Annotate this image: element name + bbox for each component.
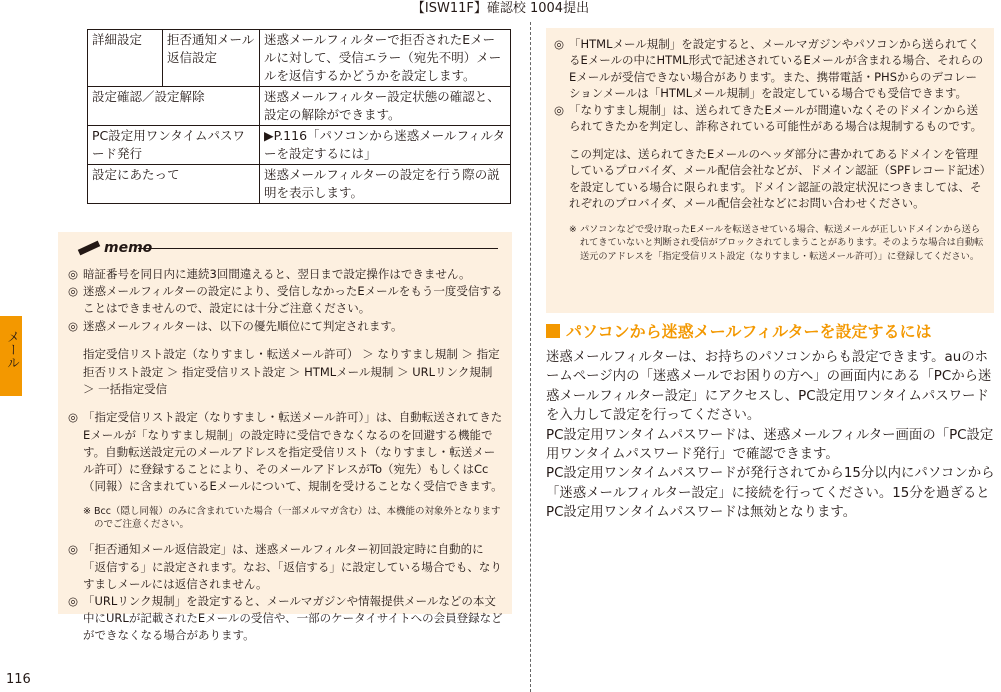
bullet-icon: ◎	[68, 284, 79, 299]
memo-subtext: この判定は、送られてきたEメールのヘッダ部分に書かれてあるドメインを管理しているプロバイダ、メール配信会社などが、ドメイン認証（SPFレコード記述）を設定している場合に限られます。ドメイン認証の設定状況につきましては、それぞれのプロバイダ、メール配信会社などにお問い合わせください。	[569, 146, 986, 211]
paragraph: 迷惑メールフィルターは、お持ちのパソコンからも設定できます。auのホームページ内の「迷惑メールでお困りの方へ」の画面内にある「PCから迷惑メールフィルター設定」にアクセスし、PC設定用ワンタイムパスワードを入力して設定を行ってください。	[546, 350, 992, 424]
table-cell: 迷惑メールフィルター設定状態の確認と、設定の解除ができます。	[260, 87, 511, 126]
page-number: 116	[6, 672, 31, 687]
list-item	[554, 102, 986, 135]
table-row	[88, 87, 511, 126]
list-item	[68, 409, 506, 495]
pencil-icon	[78, 241, 100, 256]
memo-item-text: 暗証番号を同日内に連続3回間違えると、翌日まで設定操作はできません。	[83, 267, 471, 281]
table-cell: 設定確認／設定解除	[88, 87, 260, 126]
memo-box	[58, 232, 512, 643]
memo-note-text: Bcc（隠し同報）のみに含まれていた場合（一部メルマガ含む）は、本機能の対象外となりますのでご注意ください。	[94, 505, 501, 531]
table-cell: PC設定用ワンタイムパスワード発行	[88, 126, 260, 165]
memo-item-text: 「指定受信リスト設定（なりすまし・転送メール許可）」は、自動転送されてきたEメールが「なりすまし規制」の設定時に受信できなくなるのを回避する機能です。自動転送設定元のメールアドレスを指定受信リスト（なりすまし・転送メール許可）に登録することにより、そのメールアドレスがTo（宛先）もしくはCc（同報）に含まれているEメールについて、規制を受けることなく受信できます。	[83, 410, 503, 494]
table-cell: 拒否通知メール返信設定	[163, 30, 260, 87]
section-heading	[546, 321, 931, 343]
table-row	[88, 165, 511, 204]
list-item	[68, 593, 506, 645]
list-item	[68, 541, 506, 593]
note-mark: ※	[569, 224, 577, 236]
bullet-icon: ◎	[554, 102, 565, 117]
table-cell: 設定にあたって	[88, 165, 260, 204]
section-body	[546, 348, 998, 523]
side-tab-label-text: メール	[4, 330, 19, 369]
paragraph: PC設定用ワンタイムパスワードは、迷惑メールフィルター画面の「PC設定用ワンタイムパスワード発行」で確認できます。	[546, 427, 994, 463]
document-header: 【ISW11F】確認校 1004提出	[411, 1, 590, 16]
memo-item-text: 「拒否通知メール返信設定」は、迷惑メールフィルター初回設定時に自動的に「返信する」に設定されます。なお、「返信する」に設定している場合でも、なりすましメールには返信されません。	[83, 542, 502, 591]
table-cell: 迷惑メールフィルターの設定を行う際の説明を表示します。	[260, 165, 511, 204]
memo-item-text: 「URLリンク規制」を設定すると、メールマガジンや情報提供メールなどの本文中にURLが記載されたEメールの受信や、一部のケータイサイトへの会員登録などができなくなる場合があります。	[83, 594, 503, 643]
memo-body-continued	[554, 36, 986, 272]
memo-body	[68, 266, 506, 645]
memo-note	[68, 505, 506, 532]
memo-item-text: 「なりすまし規制」は、送られてきたEメールが間違いなくそのドメインから送られてきたかを判定し、詐称されている可能性がある場合は規制するものです。	[569, 102, 983, 134]
memo-note-text: パソコンなどで受け取ったEメールを転送させている場合、転送メールが正しいドメインから送られてきていないと判断され受信がブロックされてしまうことがあります。そのような場合は自動転送元のアドレスを「指定受信リスト設定（なりすまし・転送メール許可）」に登録してください。	[580, 224, 984, 262]
table-cell: 詳細設定	[88, 30, 163, 87]
memo-item-text: 迷惑メールフィルターの設定により、受信しなかったEメールをもう一度受信することはできませんので、設定には十分ご注意ください。	[83, 284, 503, 316]
settings-table	[87, 29, 511, 204]
square-bullet-icon	[546, 324, 560, 338]
note-mark: ※	[83, 505, 91, 517]
memo-item-text: 「HTMLメール規制」を設定すると、メールマガジンやパソコンから送られてくるEメールの中にHTML形式で記述されているEメールが含まれる場合、それらのEメールが受信できない場合があります。また、携帯電話・PHSからのデコレーションメールは「HTMLメール規制」を設定している場合でも受信できます。	[569, 37, 984, 101]
memo-box-continued	[546, 28, 994, 313]
table-cell: 迷惑メールフィルターで拒否されたEメールに対して、受信エラー（宛先不明）メールを返信するかどうかを設定します。	[260, 30, 511, 87]
bullet-icon: ◎	[68, 267, 79, 281]
table-row	[88, 126, 511, 165]
table-cell: ▶P.116「パソコンから迷惑メールフィルターを設定するには」	[260, 126, 511, 165]
memo-item-text: 迷惑メールフィルターは、以下の優先順位にて判定されます。	[83, 318, 403, 333]
side-tab-label	[0, 330, 22, 374]
table-row	[88, 30, 511, 87]
bullet-icon: ◎	[554, 37, 565, 51]
list-item	[554, 36, 986, 102]
bullet-icon: ◎	[68, 542, 79, 557]
memo-note	[554, 223, 986, 263]
list-item	[68, 318, 506, 335]
bullet-icon: ◎	[68, 410, 79, 425]
memo-logo-text: memo	[104, 240, 153, 256]
paragraph: PC設定用ワンタイムパスワードが発行されてから15分以内にパソコンから「迷惑メールフィルター設定」に接続を行ってください。15分を過ぎるとPC設定用ワンタイムパスワードは無効となります。	[546, 466, 995, 521]
section-heading-text: パソコンから迷惑メールフィルターを設定するには	[566, 322, 932, 341]
bullet-icon: ◎	[68, 594, 79, 609]
memo-rule	[138, 248, 498, 249]
column-divider	[530, 22, 531, 692]
bullet-icon: ◎	[68, 318, 79, 333]
list-item	[68, 266, 506, 283]
priority-order: 指定受信リスト設定（なりすまし・転送メール許可） ＞ なりすまし規制 ＞ 指定拒否リスト設定 ＞ 指定受信リスト設定 ＞ HTMLメール規制 ＞ URLリンク規制 ＞ 一括指定受信	[83, 347, 500, 396]
list-item	[68, 283, 506, 317]
